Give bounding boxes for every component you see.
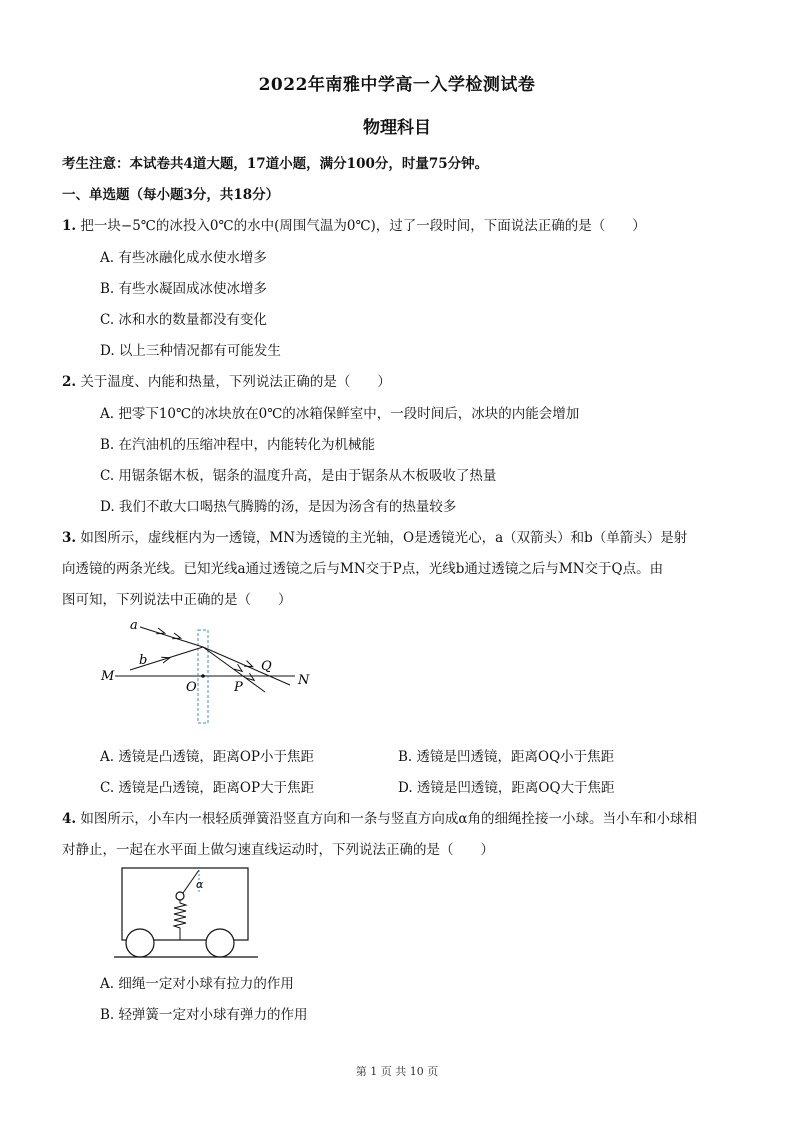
ray-a-arrow-3 — [234, 664, 244, 674]
question-2-option-d: D. 我们不敢大口喝热气腾腾的汤，是因为汤含有的热量较多 — [100, 499, 457, 515]
cart-diagram — [110, 862, 260, 962]
question-3-option-c: C. 透镜是凸透镜，距离OP大于焦距 — [100, 780, 315, 796]
label-q: Q — [261, 659, 272, 674]
question-3-option-b: B. 透镜是凹透镜，距离OQ小于焦距 — [398, 749, 615, 765]
question-text: 如图所示，小车内一根轻质弹簧沿竖直方向和一条与竖直方向成α角的细绳拴接一小球。当小车和小球相 — [80, 811, 698, 827]
label-o: O — [186, 680, 197, 695]
question-2-option-c: C. 用锯条锯木板，锯条的温度升高，是由于锯条从木板吸收了热量 — [100, 468, 497, 484]
ball — [176, 892, 184, 900]
question-number: 1. — [62, 218, 77, 234]
section-heading: 一、单选题（每小题3分，共18分） — [62, 187, 280, 203]
question-text: 把一块−5℃的冰投入0℃的水中(周围气温为0℃)，过了一段时间，下面说法正确的是（ ） — [80, 218, 646, 234]
question-number: 3. — [62, 530, 77, 546]
question-3-stem-line2: 向透镜的两条光线。已知光线a通过透镜之后与MN交于P点，光线b通过透镜之后与MN交于Q点。由 — [62, 561, 664, 577]
question-1-option-b: B. 有些水凝固成冰使冰增多 — [100, 281, 268, 297]
ray-a-incident — [140, 627, 203, 647]
question-3-stem-line1 — [62, 526, 687, 546]
question-2-option-a: A. 把零下10℃的冰块放在0℃的冰箱保鲜室中，一段时间后，冰块的内能会增加 — [100, 406, 580, 422]
question-4-option-a: A. 细绳一定对小球有拉力的作用 — [100, 976, 294, 992]
question-2-option-b: B. 在汽油机的压缩冲程中，内能转化为机械能 — [100, 437, 376, 453]
label-a: a — [130, 618, 138, 633]
lens-diagram — [95, 612, 325, 730]
question-number: 2. — [62, 374, 77, 390]
label-alpha: α — [196, 878, 204, 891]
question-2-stem — [62, 370, 391, 390]
subject-title: 物理科目 — [363, 118, 431, 138]
question-1-option-d: D. 以上三种情况都有可能发生 — [100, 343, 281, 359]
exam-title: 2022年南雅中学高一入学检测试卷 — [258, 75, 536, 95]
question-4-option-b: B. 轻弹簧一定对小球有弹力的作用 — [100, 1007, 308, 1023]
wheel-right — [206, 929, 234, 957]
question-3-stem-line3: 图可知，下列说法中正确的是（ ） — [62, 592, 292, 608]
question-3-option-a: A. 透镜是凸透镜，距离OP小于焦距 — [100, 749, 314, 765]
label-b: b — [139, 653, 148, 668]
question-text: 关于温度、内能和热量，下列说法正确的是（ ） — [80, 374, 391, 390]
question-number: 4. — [62, 811, 77, 827]
question-4-stem-line2: 对静止，一起在水平面上做匀速直线运动时，下列说法正确的是（ ） — [62, 842, 494, 858]
question-1-option-a: A. 有些冰融化成水使水增多 — [100, 250, 267, 266]
optical-center-dot — [201, 674, 205, 678]
question-1-option-c: C. 冰和水的数量都没有变化 — [100, 312, 267, 328]
page-footer: 第 1 页 共 10 页 — [355, 1065, 439, 1078]
spring — [174, 900, 186, 940]
label-m: M — [101, 669, 115, 684]
question-1-stem — [62, 214, 646, 234]
question-4-stem-line1 — [62, 807, 697, 827]
label-p: P — [234, 680, 243, 695]
exam-notice: 考生注意：本试卷共4道大题，17道小题，满分100分，时量75分钟。 — [62, 156, 489, 172]
wheel-left — [126, 929, 154, 957]
question-3-option-d: D. 透镜是凹透镜，距离OQ大于焦距 — [398, 780, 615, 796]
question-text: 如图所示，虚线框内为一透镜，MN为透镜的主光轴，O是透镜光心，a（双箭头）和b（单箭头）是射 — [80, 530, 688, 546]
label-n: N — [298, 673, 310, 688]
